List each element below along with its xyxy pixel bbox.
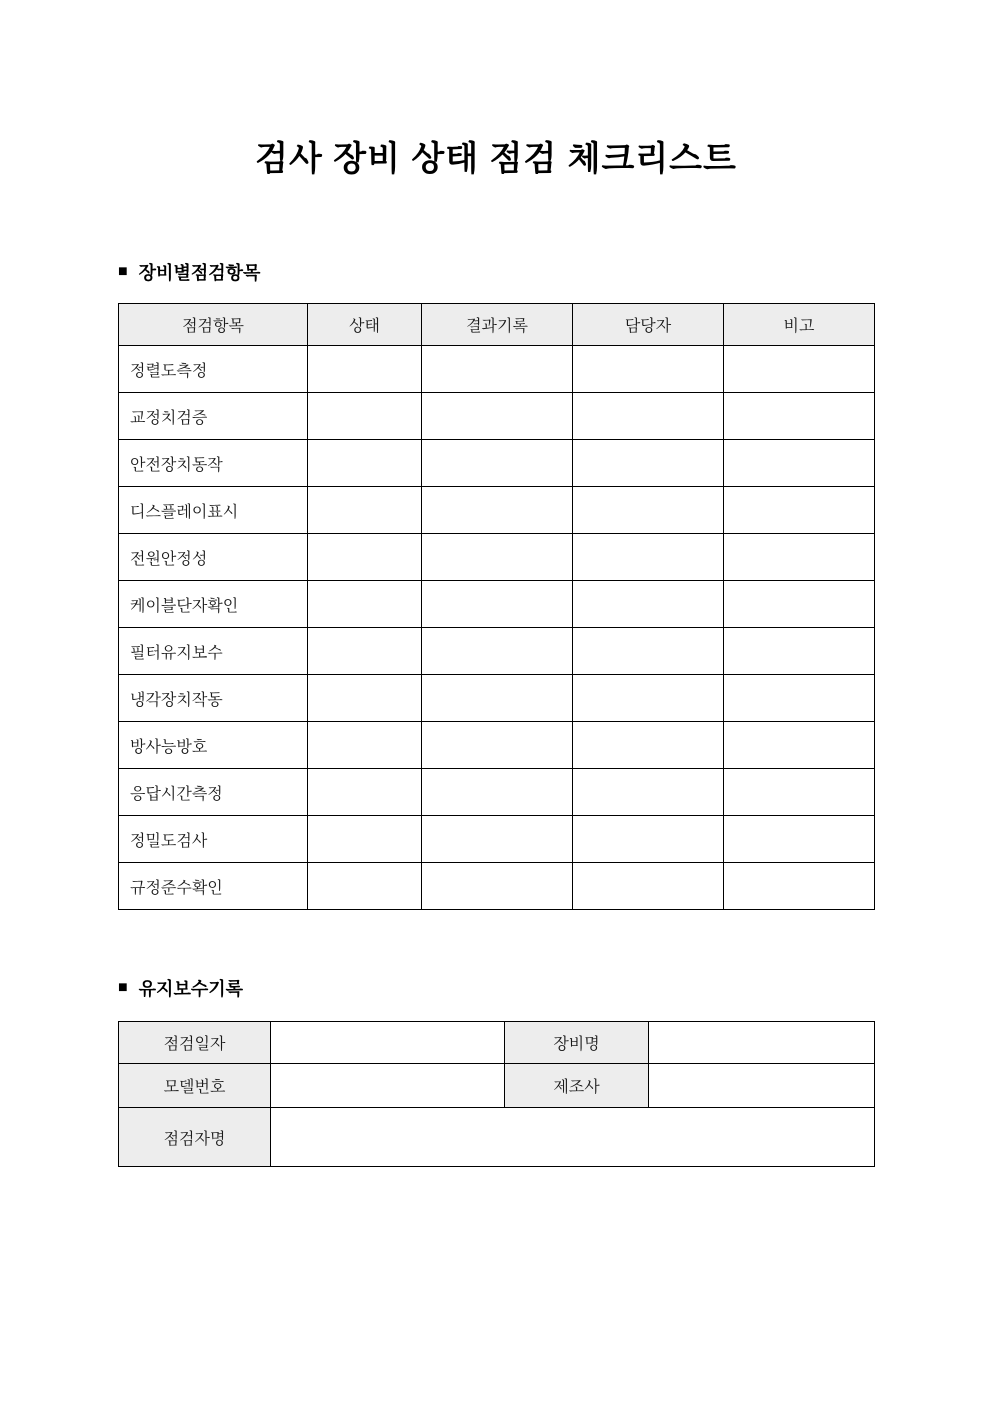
note-cell: [724, 769, 875, 816]
manager-cell: [573, 722, 724, 769]
table-row: [119, 816, 875, 863]
manager-cell: [573, 393, 724, 440]
status-cell: [308, 393, 422, 440]
equipment-check-table: [118, 303, 875, 910]
document-content: [118, 259, 874, 1167]
status-cell: [308, 440, 422, 487]
table-row: [119, 722, 875, 769]
manager-cell: [573, 675, 724, 722]
status-cell: [308, 581, 422, 628]
status-cell: [308, 769, 422, 816]
table-header-row: [119, 304, 875, 346]
col-header-status: 상태: [308, 304, 422, 346]
status-cell: [308, 863, 422, 910]
inspector-name-value-cell: [271, 1108, 875, 1167]
manager-cell: [573, 769, 724, 816]
result-cell: [422, 675, 573, 722]
note-cell: [724, 816, 875, 863]
square-bullet-icon: ■: [118, 979, 128, 996]
page-title: 검사 장비 상태 점검 체크리스트: [255, 140, 737, 178]
section-heading-maintenance-label: 유지보수기록: [138, 979, 243, 999]
section-heading-equipment-label: 장비별점검항목: [138, 263, 261, 283]
note-cell: [724, 393, 875, 440]
note-cell: [724, 534, 875, 581]
status-cell: [308, 722, 422, 769]
check-item-cell: 정밀도검사: [119, 816, 308, 863]
section-heading-maintenance: [118, 975, 874, 1001]
manager-cell: [573, 816, 724, 863]
table-row: [119, 581, 875, 628]
check-item-cell: 응답시간측정: [119, 769, 308, 816]
check-item-cell: 케이블단자확인: [119, 581, 308, 628]
manager-cell: [573, 534, 724, 581]
section-heading-equipment: [118, 259, 874, 285]
equipment-name-value-cell: [649, 1022, 875, 1064]
manager-cell: [573, 581, 724, 628]
col-header-result: 결과기록: [422, 304, 573, 346]
note-cell: [724, 675, 875, 722]
note-cell: [724, 722, 875, 769]
note-cell: [724, 440, 875, 487]
table-row: [119, 393, 875, 440]
result-cell: [422, 487, 573, 534]
check-item-cell: 방사능방호: [119, 722, 308, 769]
result-cell: [422, 628, 573, 675]
table-row: [119, 534, 875, 581]
manager-cell: [573, 487, 724, 534]
inspection-date-label: 점검일자: [119, 1022, 271, 1064]
result-cell: [422, 534, 573, 581]
check-item-cell: 냉각장치작동: [119, 675, 308, 722]
col-header-check-item: 점검항목: [119, 304, 308, 346]
table-row: [119, 675, 875, 722]
check-item-cell: 교정치검증: [119, 393, 308, 440]
result-cell: [422, 581, 573, 628]
check-item-cell: 전원안정성: [119, 534, 308, 581]
check-item-cell: 정렬도측정: [119, 346, 308, 393]
model-number-value-cell: [271, 1064, 505, 1108]
maintenance-record-table: [118, 1021, 875, 1167]
check-item-cell: 안전장치동작: [119, 440, 308, 487]
check-item-cell: 디스플레이표시: [119, 487, 308, 534]
note-cell: [724, 863, 875, 910]
equipment-name-label: 장비명: [505, 1022, 649, 1064]
result-cell: [422, 769, 573, 816]
manager-cell: [573, 863, 724, 910]
note-cell: [724, 346, 875, 393]
status-cell: [308, 346, 422, 393]
manager-cell: [573, 628, 724, 675]
record-row: [119, 1064, 875, 1108]
manufacturer-label: 제조사: [505, 1064, 649, 1108]
check-item-cell: 필터유지보수: [119, 628, 308, 675]
status-cell: [308, 487, 422, 534]
result-cell: [422, 440, 573, 487]
col-header-note: 비고: [724, 304, 875, 346]
col-header-manager: 담당자: [573, 304, 724, 346]
result-cell: [422, 863, 573, 910]
result-cell: [422, 816, 573, 863]
table-row: [119, 628, 875, 675]
result-cell: [422, 393, 573, 440]
result-cell: [422, 346, 573, 393]
status-cell: [308, 534, 422, 581]
model-number-label: 모델번호: [119, 1064, 271, 1108]
manufacturer-value-cell: [649, 1064, 875, 1108]
record-row: [119, 1022, 875, 1064]
status-cell: [308, 816, 422, 863]
status-cell: [308, 628, 422, 675]
note-cell: [724, 581, 875, 628]
result-cell: [422, 722, 573, 769]
square-bullet-icon: ■: [118, 263, 128, 280]
status-cell: [308, 675, 422, 722]
manager-cell: [573, 346, 724, 393]
record-row: [119, 1108, 875, 1167]
note-cell: [724, 628, 875, 675]
manager-cell: [573, 440, 724, 487]
note-cell: [724, 487, 875, 534]
table-row: [119, 440, 875, 487]
table-row: [119, 769, 875, 816]
inspector-name-label: 점검자명: [119, 1108, 271, 1167]
table-row: [119, 346, 875, 393]
check-item-cell: 규정준수확인: [119, 863, 308, 910]
table-row: [119, 863, 875, 910]
table-row: [119, 487, 875, 534]
inspection-date-value-cell: [271, 1022, 505, 1064]
